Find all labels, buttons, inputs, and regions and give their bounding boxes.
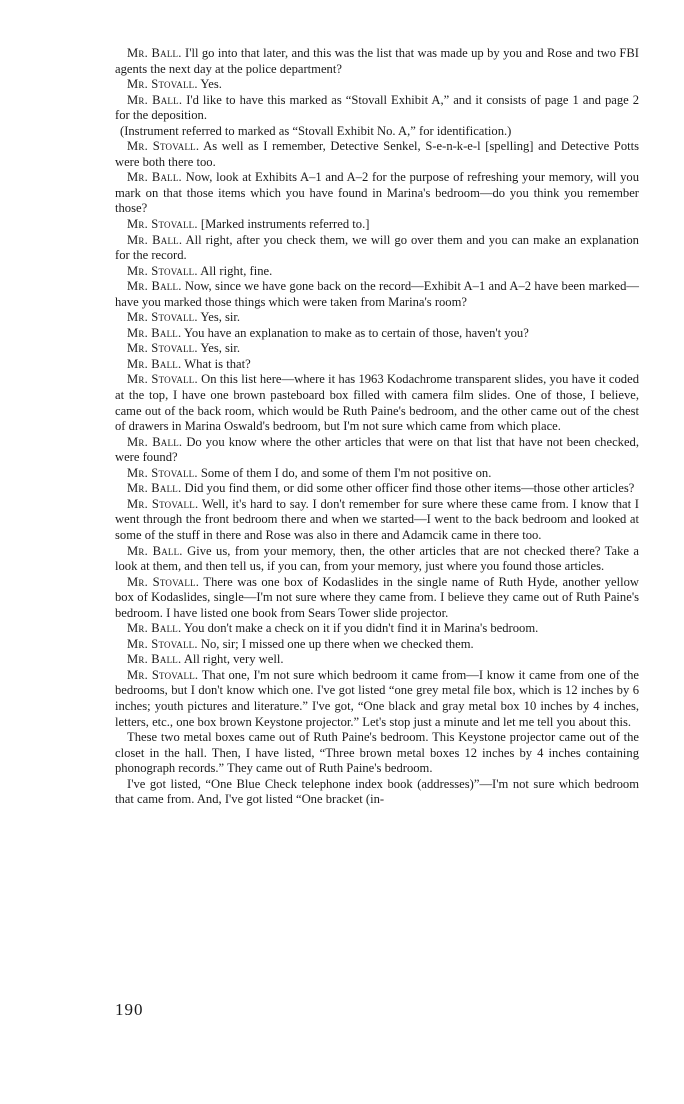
page-number: 190 (115, 1000, 144, 1019)
testimony-text: There was one box of Kodaslides in the single name of Ruth Hyde, another yellow box of Kodaslides, single—I'm not sure where they came from. I believe they came out of Ruth Paine's bedroom. I have listed one book from Sears Tower slide projector. (115, 574, 640, 620)
testimony-paragraph (115, 652, 639, 668)
testimony-text: On this list here—where it has 1963 Kodachrome transparent slides, you have it coded at the top, I have one brown pasteboard box filled with camera film slides. One of those, I believe, came out of the back room, which would be Ruth Paine's bedroom, and the other came out of the chest of drawers in Marina Oswald's bedroom, but I'm not sure which came from which place. (115, 372, 639, 434)
testimony-paragraph (115, 170, 639, 217)
testimony-paragraph (115, 233, 639, 264)
testimony-text: Did you find them, or did some other officer find those other items—those other articles? (184, 481, 635, 496)
testimony-text: All right, after you check them, we will go over them and you can make an explanation for the record. (115, 232, 639, 263)
testimony-text: You have an explanation to make as to certain of those, haven't you? (184, 325, 529, 340)
testimony-paragraph (115, 326, 639, 342)
testimony-paragraph (115, 497, 639, 544)
speaker-label: Mr. Stovall. (127, 496, 199, 511)
speaker-label: Mr. Ball. (127, 325, 182, 340)
testimony-paragraph (115, 77, 639, 93)
testimony-paragraph (115, 575, 639, 622)
testimony-text: I've got listed, “One Blue Check telephone index book (addresses)”—I'm not sure which bedroom that came from. And, I've got listed “One bracket (in- (115, 776, 639, 807)
testimony-text: I'd like to have this marked as “Stovall Exhibit A,” and it consists of page 1 and page 2 for the deposition. (115, 92, 639, 123)
testimony-text: Yes, sir. (200, 341, 241, 356)
speaker-label: Mr. Ball. (127, 92, 183, 107)
testimony-text: Do you know where the other articles that were on that list that have not been checked, were found? (115, 434, 639, 465)
speaker-label: Mr. Ball. (127, 481, 182, 496)
testimony-paragraph (115, 777, 639, 808)
speaker-label: Mr. Stovall. (127, 574, 200, 589)
testimony-text: Now, look at Exhibits A–1 and A–2 for the purpose of refreshing your memory, will you mark on that those items which you have found in Marina's bedroom—do you think you remember those? (115, 170, 640, 216)
speaker-label: Mr. Ball. (127, 232, 183, 247)
testimony-text: Now, since we have gone back on the record—Exhibit A–1 and A–2 have been marked—have you marked those things which were taken from Marina's room? (115, 279, 639, 309)
speaker-label: Mr. Ball. (127, 652, 182, 667)
testimony-paragraph (115, 668, 639, 730)
speaker-label: Mr. Stovall. (127, 372, 198, 387)
speaker-label: Mr. Ball. (127, 170, 182, 185)
testimony-text: Yes, sir. (200, 310, 241, 325)
testimony-text: I'll go into that later, and this was the list that was made up by you and Rose and two FBI agents the next day at the police department? (115, 46, 639, 76)
speaker-label: Mr. Ball. (127, 356, 182, 371)
speaker-label: Mr. Ball. (127, 434, 183, 449)
testimony-paragraph (115, 310, 639, 326)
speaker-label: Mr. Stovall. (127, 217, 198, 232)
testimony-paragraph (115, 217, 639, 233)
speaker-label: Mr. Stovall. (127, 310, 198, 325)
speaker-label: Mr. Stovall. (127, 263, 198, 278)
speaker-label: Mr. Ball. (127, 279, 182, 294)
testimony-text: Some of them I do, and some of them I'm not positive on. (200, 465, 492, 480)
speaker-label: Mr. Ball. (127, 621, 182, 636)
speaker-label: Mr. Stovall. (127, 341, 198, 356)
testimony-paragraph (115, 341, 639, 357)
transcript-page (115, 46, 639, 808)
testimony-paragraph (115, 139, 639, 170)
testimony-paragraph (115, 481, 639, 497)
testimony-text: You don't make a check on it if you didn't find it in Marina's bedroom. (184, 621, 539, 636)
testimony-text: Well, it's hard to say. I don't remember for sure where these came from. I know that I went through the front bedroom there and when we started—I went to the back bedroom and looked at some of the stuff in there and Rose was also in there and Adamcik came in there too. (115, 496, 640, 542)
speaker-label: Mr. Stovall. (127, 667, 199, 682)
speaker-label: Mr. Stovall. (127, 465, 198, 480)
testimony-paragraph (115, 372, 639, 434)
testimony-text: No, sir; I missed one up there when we checked them. (200, 636, 474, 651)
testimony-text: As well as I remember, Detective Senkel, S-e-n-k-e-l [spelling] and Detective Potts were both there too. (115, 139, 640, 169)
testimony-text: Give us, from your memory, then, the other articles that are not checked there? Take a look at them, and then tell us, if you can, from your memory, just where you found those articles. (115, 543, 639, 574)
testimony-paragraph (115, 730, 639, 777)
speaker-label: Mr. Stovall. (127, 77, 198, 92)
testimony-paragraph (115, 466, 639, 482)
speaker-label: Mr. Stovall. (127, 139, 200, 154)
testimony-text: All right, fine. (200, 263, 273, 278)
testimony-text: All right, very well. (183, 652, 284, 667)
testimony-text: That one, I'm not sure which bedroom it came from—I know it came from one of the bedrooms, but I don't know which one. I've got listed “one grey metal file box, which is 12 inches by 6 inches; youth pictures and literature.” I've got, “One black and gray metal box 10 inches by 4 inches, letters, etc., one box brown Keystone projector.” Let's stop just a minute and let me tell you about this. (115, 667, 639, 729)
testimony-paragraph (115, 435, 639, 466)
testimony-text: (Instrument referred to marked as “Stovall Exhibit No. A,” for identification.) (120, 123, 512, 138)
testimony-paragraph (115, 357, 639, 373)
instrument-note (115, 124, 639, 140)
testimony-paragraph (115, 544, 639, 575)
testimony-text: What is that? (184, 356, 251, 371)
testimony-paragraph (115, 279, 639, 310)
testimony-paragraph (115, 621, 639, 637)
speaker-label: Mr. Ball. (127, 543, 183, 558)
testimony-paragraph (115, 46, 639, 77)
testimony-text: These two metal boxes came out of Ruth Paine's bedroom. This Keystone projector came out of the closet in the hall. Then, I have listed, “Three brown metal boxes 12 inches by 4 inches containing phonograph records.” They came out of Ruth Paine's bedroom. (115, 730, 639, 776)
testimony-text: [Marked instruments referred to.] (200, 217, 370, 232)
testimony-paragraph (115, 637, 639, 653)
speaker-label: Mr. Stovall. (127, 636, 198, 651)
speaker-label: Mr. Ball. (127, 46, 182, 60)
testimony-text: Yes. (200, 77, 222, 92)
testimony-paragraph (115, 93, 639, 124)
testimony-paragraph (115, 264, 639, 280)
